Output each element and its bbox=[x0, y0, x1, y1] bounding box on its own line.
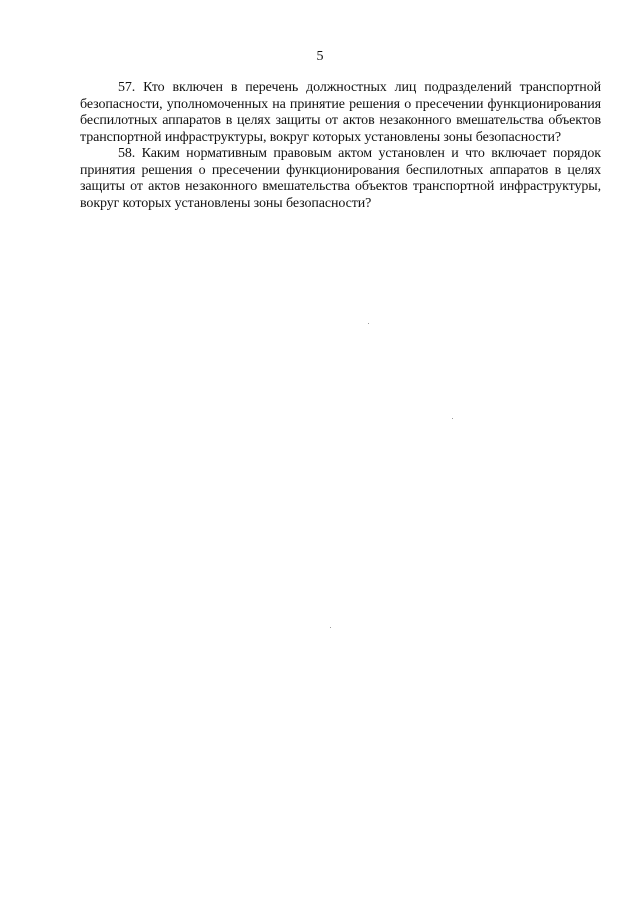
scan-speck bbox=[330, 627, 331, 628]
scan-speck bbox=[368, 323, 369, 324]
question-57: 57. Кто включен в перечень должностных лиц подразделений транспортной безопасности, уполномоченных на принятие решения о пресечении функционирования беспилотных аппаратов в целях защиты от актов незаконного вмешательства объектов транспортной инфраструктуры, вокруг которых установлены зоны безопасности? bbox=[80, 80, 601, 145]
question-58: 58. Каким нормативным правовым актом установлен и что включает порядок принятия решения о пресечении функционирования беспилотных аппаратов в целях защиты от актов незаконного вмешательства объектов транспортной инфраструктуры, вокруг которых установлены зоны безопасности? bbox=[80, 146, 601, 211]
scan-speck bbox=[452, 418, 453, 419]
document-body bbox=[80, 80, 601, 212]
page-number: 5 bbox=[316, 49, 324, 64]
